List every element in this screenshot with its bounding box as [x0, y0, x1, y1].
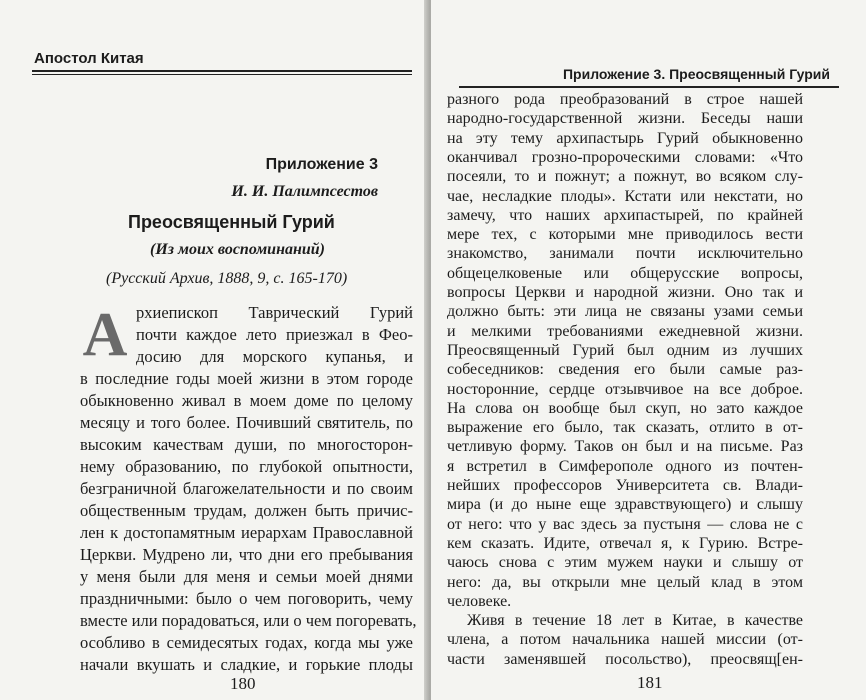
left-page-number: 180: [230, 674, 256, 693]
text-line: досию для морского купанья, и: [136, 347, 413, 366]
text-line: посеяли, то и пожнут; а пожнут, во всяком слу-: [447, 168, 803, 186]
text-line: на эту тему архипастырь Гурий обыкновенно: [447, 129, 803, 147]
text-line: от него: что у вас здесь за пустыня — слова не с: [447, 515, 803, 533]
text-line: особливо в семидесятых годах, когда мы уже: [80, 633, 413, 652]
text-line: почти каждое лето приезжал в Фео-: [136, 325, 413, 344]
text-line: и мелкими требованиями ежедневной жизни.: [447, 322, 803, 340]
text-line: нейших профессоров Университета св. Влади-: [447, 477, 803, 494]
running-head-title: Преосвященный Гурий: [669, 66, 830, 82]
text-line: Преосвященный Гурий был одним из лучших: [447, 341, 803, 359]
text-line: вопросы Церкви и народной жизни. Оно так и: [447, 284, 803, 301]
text-line: него: да, вы открыли мне целый клад в этом: [447, 573, 803, 591]
text-line: Церкви. Мудрено ли, что дни его пребывания: [80, 545, 413, 564]
right-page-number: 181: [637, 673, 663, 692]
chapter-subtitle: (Из моих воспоминаний): [150, 241, 325, 258]
text-line: месяцу и того более. Почивший святитель, по: [80, 413, 413, 432]
text-line: Живя в течение 18 лет в Китае, в качестве: [467, 612, 803, 630]
text-line: вместе или порадоваться, или о чем погоревать,: [80, 611, 417, 630]
text-line: замечу, что наших архипастырей, по крайней: [447, 206, 803, 224]
text-line: На слова он вообще был скуп, но зато каждое: [447, 399, 803, 417]
text-line: безграничной благожелательности и по своим: [80, 479, 413, 498]
text-line: обыкновенно живал в моем доме по целому: [80, 391, 413, 410]
text-line: рхиепископ Таврический Гурий: [136, 303, 413, 322]
text-line: должно быть: эти лица не связаны узами семьи: [447, 303, 803, 321]
text-line: чае, несладкие плоды». Кстати или некстати, но: [447, 187, 803, 205]
left-page: [0, 0, 429, 700]
text-line: у меня были для меня и семьи моей днями: [80, 567, 413, 586]
left-header-rule: [32, 70, 412, 72]
text-line: выражение его было, так сказать, отлито в от-: [447, 419, 803, 437]
text-line: общественным трудам, должен быть причис-: [80, 501, 413, 520]
text-line: знакомство, занимали почти исключительно: [447, 245, 803, 263]
text-line: высоким качествам души, по многосторон-: [80, 435, 413, 454]
text-line: мере тех, с которыми мне приводилось вести: [447, 226, 803, 244]
text-line: четливую форму. Таков он был и на письме. Раз: [447, 438, 803, 456]
right-header-rule: [459, 86, 839, 88]
text-line: народно-государственной жизни. Беседы наши: [447, 110, 803, 128]
text-line: в последние годы моей жизни в этом городе: [80, 369, 413, 388]
appendix-label: Приложение 3: [265, 156, 378, 173]
text-line: общецелковеные или общерусские вопросы,: [447, 264, 803, 282]
text-line: кем сказать. Идите, отвечал я, к Гурию. Встре-: [447, 534, 803, 552]
text-line: нему образованию, по глубокой опытности,: [80, 457, 413, 476]
text-line: лен к достопамятным иерархам Православной: [80, 523, 413, 542]
text-line: части заменявшей посольство), преосвящ[ен-: [447, 650, 803, 668]
text-line: разного рода преобразований в строе нашей: [447, 91, 803, 108]
text-line: человеке.: [447, 592, 512, 610]
running-head-prefix: Приложение 3.: [562, 66, 666, 82]
text-line: я встретил в Симферополе одного из почтен-: [447, 457, 803, 475]
text-line: начали вкушать и сладкие, и горькие плоды: [80, 655, 413, 674]
text-line: члена, а потом начальника нашей миссии (от-: [447, 631, 803, 649]
right-running-head: [563, 66, 830, 82]
text-line: праздничными: было о чем поговорить, чему: [80, 589, 413, 608]
left-header-rule-thin: [32, 74, 412, 75]
right-page: [431, 0, 866, 700]
chapter-title: Преосвященный Гурий: [128, 212, 335, 232]
text-line: мира (и до ныне еще здравствующего) и слышу: [447, 496, 803, 514]
text-line: чаюсь снова с этим мужем науки и слышу от: [447, 554, 803, 572]
source-citation: (Русский Архив, 1888, 9, с. 165-170): [106, 270, 348, 287]
drop-cap: А: [82, 301, 128, 369]
text-line: оканчивал грозно-пророческими словами: «Что: [447, 148, 803, 166]
text-line: носторонние, сердце отзывчивое на все доброе.: [447, 380, 803, 398]
author-name: И. И. Палимпсестов: [231, 183, 378, 200]
text-line: собеседников: сведения его были самые раз-: [447, 361, 803, 379]
left-running-head: Апостол Китая: [34, 50, 144, 67]
